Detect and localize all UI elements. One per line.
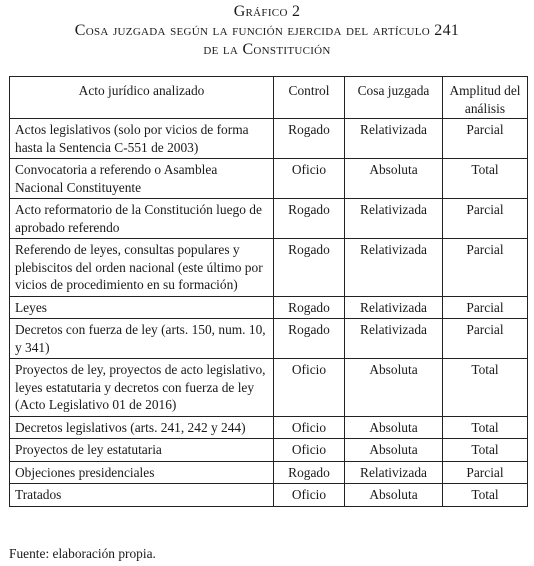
cell-acto: Referendo de leyes, consultas populares y plebiscitos del orden nacional (este último por vicios de procedimiento en su formación) [10, 239, 274, 297]
cell-control: Oficio [274, 359, 345, 417]
cell-amplitud: Total [443, 159, 528, 199]
cell-amplitud: Parcial [443, 319, 528, 359]
cell-acto: Objeciones presidenciales [10, 461, 274, 484]
cell-amplitud: Parcial [443, 239, 528, 297]
cell-cosa-juzgada: Relativizada [345, 239, 443, 297]
table-row [10, 359, 528, 417]
cell-control: Oficio [274, 416, 345, 439]
header-amplitud: Amplitud del análisis [443, 77, 528, 119]
cell-amplitud: Parcial [443, 461, 528, 484]
cell-cosa-juzgada: Absoluta [345, 159, 443, 199]
cosa-juzgada-table [9, 76, 528, 507]
table-row [10, 484, 528, 507]
cell-cosa-juzgada: Absoluta [345, 439, 443, 462]
table-row [10, 319, 528, 359]
caption-title: Cosa juzgada según la función ejercida del artículo 241 [74, 22, 460, 39]
caption-title-continued: de la Constitución [203, 41, 331, 58]
table-row [10, 119, 528, 159]
cell-acto: Actos legislativos (solo por vicios de forma hasta la Sentencia C-551 de 2003) [10, 119, 274, 159]
cell-acto: Convocatoria a referendo o Asamblea Nacional Constituyente [10, 159, 274, 199]
cell-cosa-juzgada: Relativizada [345, 461, 443, 484]
cell-cosa-juzgada: Absoluta [345, 416, 443, 439]
cell-control: Rogado [274, 461, 345, 484]
cell-acto: Proyectos de ley estatutaria [10, 439, 274, 462]
cell-acto: Acto reformatorio de la Constitución luego de aprobado referendo [10, 199, 274, 239]
cell-acto: Decretos con fuerza de ley (arts. 150, num. 10, y 341) [10, 319, 274, 359]
cell-control: Rogado [274, 296, 345, 319]
cell-amplitud: Parcial [443, 119, 528, 159]
cell-control: Rogado [274, 119, 345, 159]
table-row [10, 416, 528, 439]
cell-cosa-juzgada: Relativizada [345, 199, 443, 239]
source-note: Fuente: elaboración propia. [9, 546, 156, 561]
caption-label: Gráfico 2 [233, 3, 301, 20]
table-row [10, 296, 528, 319]
table-row [10, 461, 528, 484]
cell-amplitud: Total [443, 439, 528, 462]
header-acto-juridico: Acto jurídico analizado [10, 77, 274, 119]
table-row [10, 439, 528, 462]
cell-amplitud: Total [443, 484, 528, 507]
header-cosa-juzgada: Cosa juzgada [345, 77, 443, 119]
figure-caption [0, 2, 534, 59]
cell-cosa-juzgada: Absoluta [345, 484, 443, 507]
cell-cosa-juzgada: Relativizada [345, 319, 443, 359]
cell-amplitud: Total [443, 359, 528, 417]
table-header-row [10, 77, 528, 119]
cell-control: Rogado [274, 239, 345, 297]
cell-cosa-juzgada: Absoluta [345, 359, 443, 417]
cell-amplitud: Total [443, 416, 528, 439]
cell-acto: Leyes [10, 296, 274, 319]
table-row [10, 199, 528, 239]
cell-amplitud: Parcial [443, 296, 528, 319]
cell-control: Oficio [274, 484, 345, 507]
cell-acto: Proyectos de ley, proyectos de acto legislativo, leyes estatutaria y decretos con fuerza de ley (Acto Legislativo 01 de 2016) [10, 359, 274, 417]
cell-amplitud: Parcial [443, 199, 528, 239]
cell-cosa-juzgada: Relativizada [345, 119, 443, 159]
table-row [10, 239, 528, 297]
table-row [10, 159, 528, 199]
cell-acto: Tratados [10, 484, 274, 507]
cell-control: Oficio [274, 439, 345, 462]
cell-control: Rogado [274, 199, 345, 239]
cell-control: Rogado [274, 319, 345, 359]
cell-control: Oficio [274, 159, 345, 199]
header-control: Control [274, 77, 345, 119]
cell-acto: Decretos legislativos (arts. 241, 242 y 244) [10, 416, 274, 439]
cell-cosa-juzgada: Relativizada [345, 296, 443, 319]
